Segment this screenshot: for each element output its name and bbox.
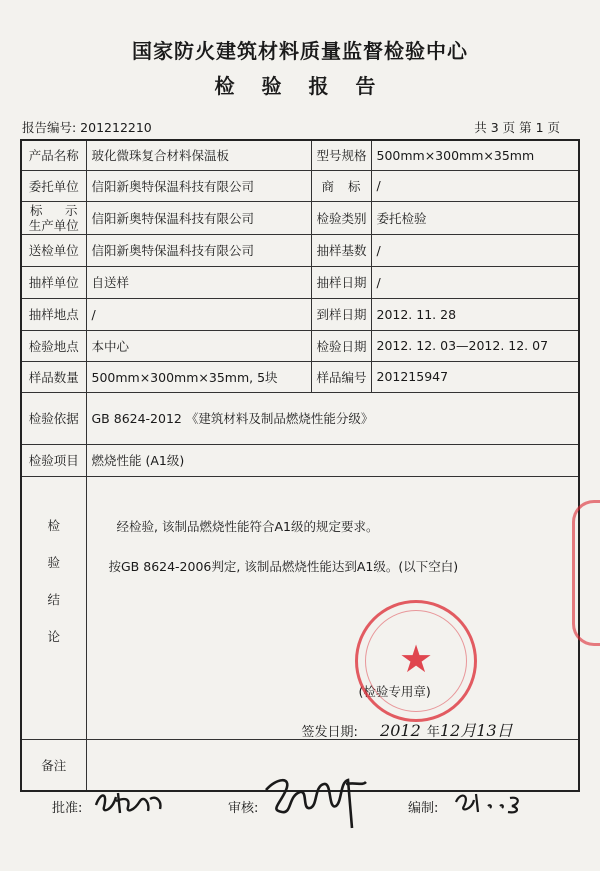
- remark-label: 备注: [21, 739, 86, 791]
- approve-label: 批准:: [52, 801, 83, 816]
- stamp-note: (检验专用章): [358, 683, 431, 699]
- conclusion-line-2: 按GB 8624-2006判定, 该制品燃烧性能达到A1级。(以下空白): [108, 558, 459, 574]
- arrival-date-value: 2012. 11. 28: [371, 298, 579, 330]
- arrival-date-label: 到样日期: [311, 298, 371, 330]
- sample-qty-label: 样品数量: [21, 361, 86, 392]
- sampling-date-label: 抽样日期: [311, 266, 371, 298]
- client-value: 信阳新奥特保温科技有限公司: [86, 170, 311, 201]
- compiler-signature: [450, 786, 530, 816]
- table-row: [21, 476, 579, 739]
- sender-value: 信阳新奥特保温科技有限公司: [86, 234, 311, 266]
- sample-base-value: /: [371, 234, 579, 266]
- sample-base-label: 抽样基数: [311, 234, 371, 266]
- sampling-place-value: /: [86, 298, 311, 330]
- table-row: [21, 170, 579, 201]
- sampling-unit-value: 自送样: [86, 266, 311, 298]
- conclusion-label-char: 结: [47, 591, 60, 607]
- manufacturer-value: 信阳新奥特保温科技有限公司: [86, 201, 311, 234]
- sampling-unit-label: 抽样单位: [21, 266, 86, 298]
- compile-label: 编制:: [408, 801, 439, 816]
- reviewer-signature: [262, 770, 372, 830]
- manufacturer-label-line1: 标 示: [30, 202, 78, 218]
- conclusion-label-char: 检: [47, 517, 60, 533]
- test-basis-value: GB 8624-2012 《建筑材料及制品燃烧性能分级》: [86, 392, 579, 444]
- sampling-place-label: 抽样地点: [21, 298, 86, 330]
- review-label: 审核:: [228, 801, 259, 816]
- report-title: 检 验 报 告: [214, 74, 386, 98]
- sender-label: 送检单位: [21, 234, 86, 266]
- product-name-label: 产品名称: [21, 140, 86, 170]
- sign-date-year: 2012: [380, 720, 421, 739]
- page-indicator: 共 3 页 第 1 页: [474, 120, 560, 135]
- table-row: [21, 330, 579, 361]
- approver-signature: [90, 783, 170, 819]
- test-date-value: 2012. 12. 03—2012. 12. 07: [371, 330, 579, 361]
- sign-date-month-day: 12月13日: [439, 720, 513, 739]
- sample-qty-value: 500mm×300mm×35mm, 5块: [86, 361, 311, 392]
- conclusion-label-char: 论: [47, 628, 60, 644]
- test-place-value: 本中心: [86, 330, 311, 361]
- star-icon: ★: [398, 637, 434, 681]
- model-spec-label: 型号规格: [311, 140, 371, 170]
- sign-date-year-suffix: 年: [426, 724, 440, 739]
- table-row: [21, 298, 579, 330]
- test-type-value: 委托检验: [371, 201, 579, 234]
- client-label: 委托单位: [21, 170, 86, 201]
- org-title: 国家防火建筑材料质量监督检验中心: [132, 39, 468, 63]
- table-row: [21, 361, 579, 392]
- page-edge-seal: [572, 500, 600, 646]
- table-row: [21, 392, 579, 444]
- conclusion-body: [87, 477, 579, 739]
- manufacturer-label: [21, 201, 86, 234]
- test-item-label: 检验项目: [21, 444, 86, 476]
- report-table: [20, 139, 580, 792]
- sample-no-label: 样品编号: [311, 361, 371, 392]
- test-type-label: 检验类别: [311, 201, 371, 234]
- test-basis-label: 检验依据: [21, 392, 86, 444]
- conclusion-line-1: 经检验, 该制品燃烧性能符合A1级的规定要求。: [116, 518, 379, 534]
- test-place-label: 检验地点: [21, 330, 86, 361]
- table-row: [21, 266, 579, 298]
- sampling-date-value: /: [371, 266, 579, 298]
- conclusion-cell: [86, 476, 579, 739]
- test-date-label: 检验日期: [311, 330, 371, 361]
- conclusion-label: [21, 476, 86, 739]
- test-item-value: 燃烧性能 (A1级): [86, 444, 579, 476]
- trademark-value: /: [371, 170, 579, 201]
- manufacturer-label-line2: 生产单位: [28, 217, 79, 233]
- table-row: [21, 234, 579, 266]
- table-row: [21, 444, 579, 476]
- trademark-label: 商 标: [311, 170, 371, 201]
- official-seal: [355, 600, 477, 722]
- report-number: 报告编号: 201212210: [22, 120, 152, 135]
- product-name-value: 玻化微珠复合材料保温板: [86, 140, 311, 170]
- model-spec-value: 500mm×300mm×35mm: [371, 140, 579, 170]
- table-row: [21, 140, 579, 170]
- conclusion-label-char: 验: [47, 554, 60, 570]
- sign-date-label: 签发日期:: [301, 724, 358, 739]
- sample-no-value: 201215947: [371, 361, 579, 392]
- table-row: [21, 201, 579, 234]
